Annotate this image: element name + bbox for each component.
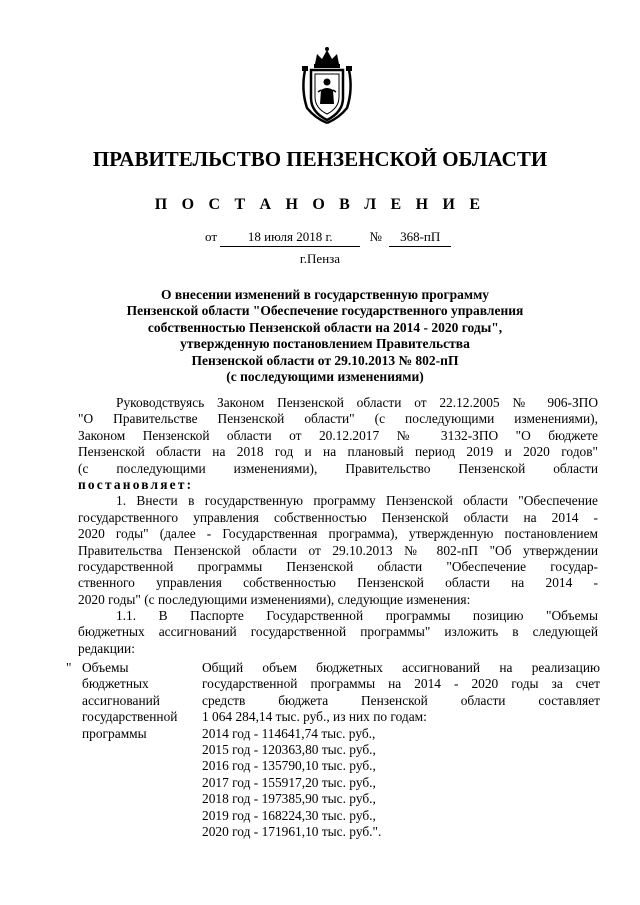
year-amount-line: 2018 год - 197385,90 тыс. руб., — [202, 791, 376, 807]
coat-of-arms-icon — [297, 46, 357, 126]
government-title: ПРАВИТЕЛЬСТВО ПЕНЗЕНСКОЙ ОБЛАСТИ — [92, 147, 548, 171]
year-amount-line: 2015 год - 120363,80 тыс. руб., — [202, 741, 376, 757]
body-line: Пензенской области на 2018 год и на плановый период 2019 и 2020 годов" — [78, 444, 598, 460]
heading-line: О внесении изменений в государственную программу — [160, 287, 490, 302]
position-line: ассигнований — [82, 692, 160, 708]
passport-position-name — [82, 660, 202, 742]
document-body — [78, 395, 598, 657]
value-line: государственной программы на 2014 - 2020 годы за счет — [202, 676, 600, 692]
position-line: программы — [82, 725, 147, 741]
resolves-word: постановляет: — [78, 476, 194, 492]
date-prefix: от — [205, 229, 218, 244]
body-line: государственного управления собственностью Пензенской области на 2014 - — [78, 509, 598, 525]
document-type: П О С Т А Н О В Л Е Н И Е — [154, 196, 486, 213]
number-sign: № — [369, 229, 382, 244]
body-line: Руководствуясь Законом Пензенской области от 22.12.2005 № 906-ЗПО — [116, 395, 598, 410]
body-line: (с последующими изменениями), Правительство Пензенской области — [78, 460, 598, 476]
body-line: 2020 годы" (далее - Государственная программа), утвержденную постановлением — [78, 526, 598, 542]
heading-line: (с последующими изменениями) — [226, 369, 424, 385]
body-line: Законом Пензенской области от 20.12.2017 № 3132-ЗПО "О бюджете — [78, 427, 598, 443]
document-date: 18 июля 2018 г. — [220, 228, 360, 247]
heading-line: Пензенской области от 29.10.2013 № 802-пП — [191, 352, 459, 368]
value-line: средств бюджета Пензенской области составляет — [202, 692, 600, 708]
body-line: 1.1. В Паспорте Государственной программы позицию "Объемы — [116, 608, 598, 624]
body-line: Правительства Пензенской области от 29.10.2013 № 802-пП "Об утверждении — [78, 542, 598, 558]
year-amount-line: 2020 год - 171961,10 тыс. руб.". — [202, 823, 382, 839]
heading-line: собственностью Пензенской области на 2014 - 2020 годы", — [147, 319, 503, 335]
heading-line: Пензенской области "Обеспечение государственного управления — [126, 303, 524, 319]
open-quote: " — [66, 660, 72, 675]
value-line: 1 064 284,14 тыс. руб., из них по годам: — [202, 709, 427, 725]
body-line: государственной программы Пензенской области "Обеспечение государ- — [78, 558, 598, 574]
year-amount-line: 2017 год - 155917,20 тыс. руб., — [202, 774, 376, 790]
year-amount-line: 2014 год - 114641,74 тыс. руб., — [202, 725, 376, 741]
body-line: редакции: — [78, 640, 135, 656]
body-line: "О Правительстве Пензенской области" (с последующими изменениями), — [78, 411, 598, 427]
heading-line: утвержденную постановлением Правительства — [180, 336, 470, 352]
position-line: Объемы — [82, 660, 129, 675]
document-heading — [60, 287, 590, 385]
body-line: ственного управления собственностью Пензенской области на 2014 - — [78, 575, 598, 591]
year-amount-line: 2016 год - 135790,10 тыс. руб., — [202, 758, 376, 774]
date-number-line — [205, 228, 451, 247]
position-line: государственной — [82, 709, 178, 725]
body-line: 1. Внести в государственную программу Пензенской области "Обеспечение — [116, 493, 598, 509]
body-line: бюджетных ассигнований государственной программы" изложить в следующей — [78, 624, 598, 640]
position-line: бюджетных — [82, 676, 149, 692]
document-number: 368-пП — [389, 228, 451, 247]
passport-position-value — [202, 660, 600, 840]
body-line: 2020 годы" (с последующими изменениями), следующие изменения: — [78, 591, 471, 607]
year-amount-line: 2019 год - 168224,30 тыс. руб., — [202, 807, 376, 823]
value-line: Общий объем бюджетных ассигнований на реализацию — [202, 660, 600, 675]
city: г.Пенза — [299, 251, 341, 266]
